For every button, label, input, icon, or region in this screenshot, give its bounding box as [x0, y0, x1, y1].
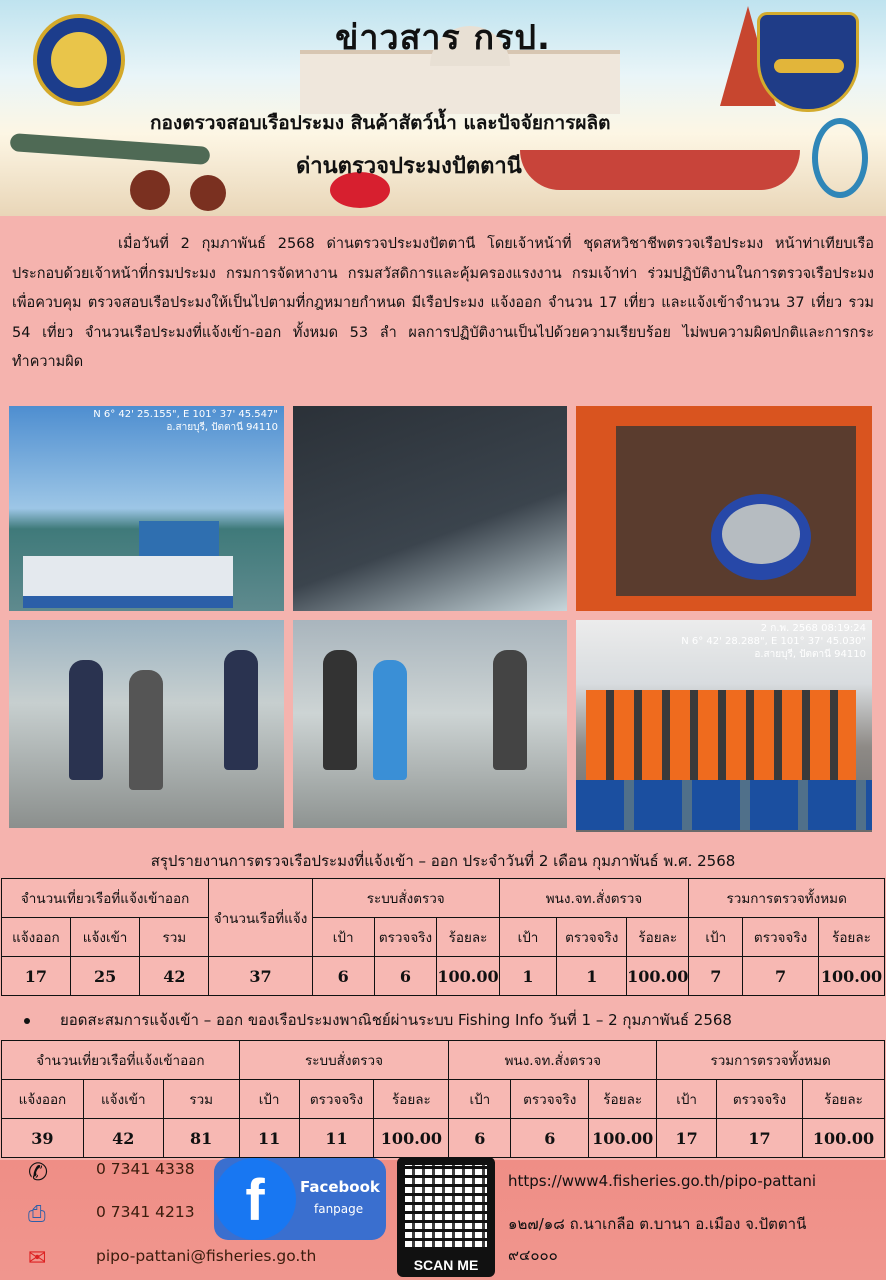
col-sum: รวม: [163, 1080, 239, 1119]
cell-off-percent: 100.00: [627, 957, 689, 996]
gps-location: อ.สายบุรี, ปัตตานี 94110: [754, 649, 866, 660]
header-system: ระบบสั่งตรวจ: [312, 879, 499, 918]
header-officer: พนง.จท.สั่งตรวจ: [449, 1041, 657, 1080]
col-out: แจ้งออก: [2, 1080, 84, 1119]
cumulative-inspection-table: [1, 1040, 885, 1158]
col-target: เป้า: [449, 1080, 511, 1119]
col-target: เป้า: [689, 918, 743, 957]
cell-tot-target: 17: [657, 1119, 717, 1158]
facebook-fanpage-button[interactable]: [214, 1158, 386, 1240]
ribbon-logo: [812, 118, 868, 198]
cannon-wheel-illustration: [190, 175, 226, 211]
postal-code: ๙๔๐๐๐: [508, 1246, 558, 1264]
daily-inspection-table: [1, 878, 885, 996]
station-name: ด่านตรวจประมงปัตตานี: [296, 154, 522, 179]
cell-out: 17: [2, 957, 71, 996]
col-actual: ตรวจจริง: [743, 918, 819, 957]
table-row: [2, 957, 885, 996]
gps-timestamp: 2 ก.พ. 2568 08:19:24: [760, 623, 866, 634]
fax-number[interactable]: 0 7341 4213: [96, 1203, 195, 1221]
header-trips: จำนวนเที่ยวเรือที่แจ้งเข้าออก: [2, 879, 209, 918]
website-link[interactable]: https://www4.fisheries.go.th/pipo-pattani: [508, 1172, 817, 1190]
bullet-icon: [24, 1018, 30, 1024]
cell-sys-actual: 11: [299, 1119, 374, 1158]
gps-coordinates: N 6° 42' 28.288", E 101° 37' 45.030": [681, 636, 866, 647]
photo-crew-on-deck: [576, 620, 872, 832]
email-link[interactable]: pipo-pattani@fisheries.go.th: [96, 1247, 317, 1265]
facebook-icon: f: [214, 1158, 296, 1240]
col-percent: ร้อยละ: [627, 918, 689, 957]
cell-sum: 42: [140, 957, 209, 996]
col-actual: ตรวจจริง: [717, 1080, 803, 1119]
fax-icon: ⎙: [28, 1202, 46, 1227]
cell-off-target: 1: [499, 957, 557, 996]
col-percent: ร้อยละ: [589, 1080, 657, 1119]
newsletter-title: ข่าวสาร กรป.: [335, 18, 551, 58]
header-banner: [0, 0, 886, 216]
cell-tot-percent: 100.00: [802, 1119, 884, 1158]
cell-boats: 37: [209, 957, 313, 996]
col-actual: ตรวจจริง: [557, 918, 627, 957]
col-actual: ตรวจจริง: [374, 918, 437, 957]
kolae-boat-illustration: [520, 150, 800, 190]
header-trips: จำนวนเที่ยวเรือที่แจ้งเข้าออก: [2, 1041, 240, 1080]
header-total: รวมการตรวจทั้งหมด: [657, 1041, 885, 1080]
cell-sum: 81: [163, 1119, 239, 1158]
col-target: เป้า: [499, 918, 557, 957]
facebook-label: Facebook: [300, 1178, 380, 1196]
phone-icon: ✆: [28, 1158, 49, 1186]
qr-code-icon: [405, 1165, 487, 1247]
col-actual: ตรวจจริง: [511, 1080, 589, 1119]
photo-officers-checking-crew: [293, 620, 567, 828]
col-percent: ร้อยละ: [802, 1080, 884, 1119]
table1-caption: สรุปรายงานการตรวจเรือประมงที่แจ้งเข้า – ออก ประจำวันที่ 2 เดือน กุมภาพันธ์ พ.ศ. 2568: [150, 852, 736, 870]
cell-tot-target: 7: [689, 957, 743, 996]
cell-sys-target: 11: [239, 1119, 299, 1158]
col-in: แจ้งเข้า: [83, 1080, 163, 1119]
mail-icon: ✉: [28, 1246, 47, 1271]
address-line: ๑๒๗/๑๘ ถ.นาเกลือ ต.บานา อ.เมือง จ.ปัตตานี: [508, 1215, 807, 1233]
qr-code[interactable]: [397, 1157, 495, 1277]
col-target: เป้า: [657, 1080, 717, 1119]
table2-caption: [24, 1008, 732, 1032]
news-paragraph: [12, 230, 874, 378]
header-boats: จำนวนเรือที่แจ้ง: [209, 879, 313, 957]
col-percent: ร้อยละ: [818, 918, 884, 957]
col-out: แจ้งออก: [2, 918, 71, 957]
cannon-wheel-illustration: [130, 170, 170, 210]
col-in: แจ้งเข้า: [70, 918, 140, 957]
table-row: [2, 1119, 885, 1158]
cell-in: 42: [83, 1119, 163, 1158]
cell-sys-actual: 6: [374, 957, 437, 996]
col-actual: ตรวจจริง: [299, 1080, 374, 1119]
header-officer: พนง.จท.สั่งตรวจ: [499, 879, 689, 918]
col-percent: ร้อยละ: [437, 918, 499, 957]
cell-tot-actual: 7: [743, 957, 819, 996]
cell-in: 25: [70, 957, 140, 996]
cell-out: 39: [2, 1119, 84, 1158]
cell-sys-target: 6: [312, 957, 374, 996]
col-target: เป้า: [312, 918, 374, 957]
scan-me-label: SCAN ME: [413, 1257, 479, 1273]
fanpage-label: fanpage: [314, 1202, 364, 1216]
cell-off-actual: 6: [511, 1119, 589, 1158]
gps-location: อ.สายบุรี, ปัตตานี 94110: [166, 422, 278, 433]
cell-tot-percent: 100.00: [818, 957, 884, 996]
phone-number[interactable]: 0 7341 4338: [96, 1160, 195, 1178]
gps-stamp: [681, 622, 866, 661]
cell-sys-percent: 100.00: [374, 1119, 449, 1158]
cell-sys-percent: 100.00: [437, 957, 499, 996]
news-body-text: เมื่อวันที่ 2 กุมภาพันธ์ 2568 ด่านตรวจประมงปัตตานี โดยเจ้าหน้าที่ ชุดสหวิชาชีพตรวจเรือประมง หน้าท่าเทียบเรือ ประกอบด้วยเจ้าหน้าที่กรมประมง กรมการจัดหางาน กรมสวัสดิการและคุ้มครองแรงงาน กรมเจ้าท่า ร่วมปฏิบัติงานในการตรวจเรือประมง เพื่อควบคุม ตรวจสอบเรือประมงให้เป็นไปตามที่กฎหมายกำหนด มีเรือประมง แจ้งออก จำนวน 17 เที่ยว และแจ้งเข้าจำนวน 37 เที่ยว รวม 54 เที่ยว จำนวนเรือประมงที่แจ้งเข้า-ออก ทั้งหมด 53 ลำ ผลการปฏิบัติงานเป็นไปด้วยความเรียบร้อย ไม่พบความผิดปกติและการกระทำความผิด: [12, 236, 874, 370]
photo-fishing-net: [293, 406, 567, 611]
col-percent: ร้อยละ: [374, 1080, 449, 1119]
photo-fishing-boat: [9, 406, 284, 611]
photo-inspection-documents: [9, 620, 284, 828]
col-target: เป้า: [239, 1080, 299, 1119]
gps-stamp: [93, 408, 278, 434]
header-total: รวมการตรวจทั้งหมด: [689, 879, 885, 918]
col-sum: รวม: [140, 918, 209, 957]
division-name: กองตรวจสอบเรือประมง สินค้าสัตว์น้ำ และปัจจัยการผลิต: [150, 112, 611, 134]
gps-coordinates: N 6° 42' 25.155", E 101° 37' 45.547": [93, 409, 278, 420]
header-system: ระบบสั่งตรวจ: [239, 1041, 449, 1080]
cell-off-target: 6: [449, 1119, 511, 1158]
table2-caption-text: ยอดสะสมการแจ้งเข้า – ออก ของเรือประมงพาณิชย์ผ่านระบบ Fishing Info วันที่ 1 – 2 กุมภาพันธ์ 2568: [60, 1011, 732, 1029]
cell-off-percent: 100.00: [589, 1119, 657, 1158]
cell-off-actual: 1: [557, 957, 627, 996]
photo-fish-hold: [576, 406, 872, 611]
cell-tot-actual: 17: [717, 1119, 803, 1158]
